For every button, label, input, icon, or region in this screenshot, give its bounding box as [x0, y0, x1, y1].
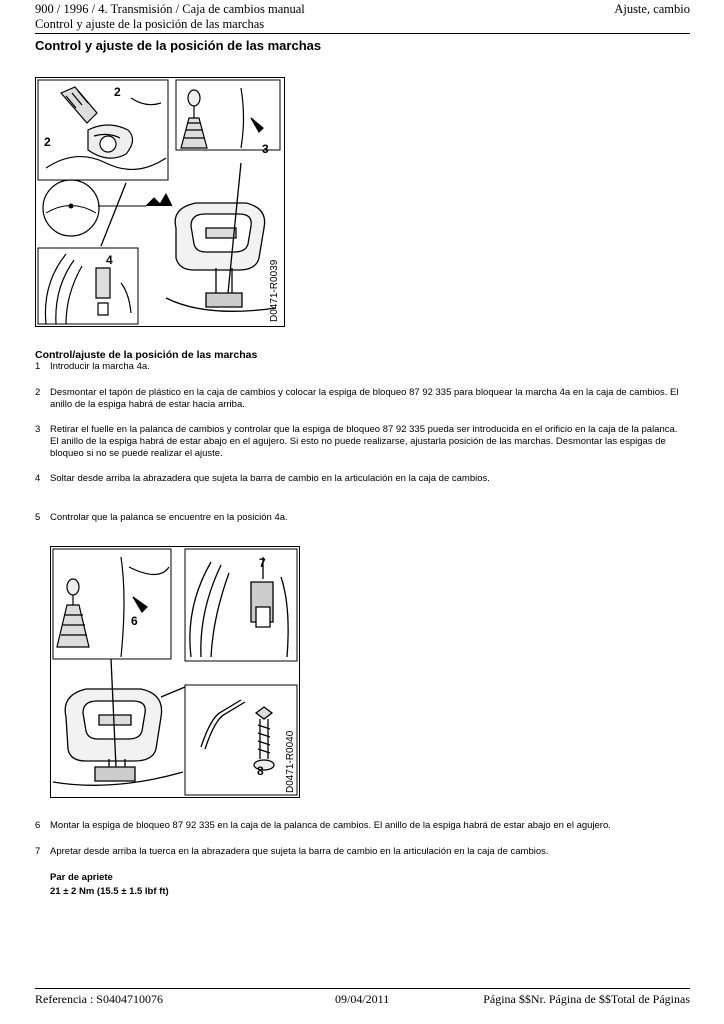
step-text: Apretar desde arriba la tuerca en la abrazadera que sujeta la barra de cambio en la articulación en la caja de cambios.	[50, 846, 549, 857]
step-1	[35, 361, 685, 373]
step-number: 5	[35, 512, 41, 523]
callout-2a: 2	[114, 85, 121, 99]
step-text: Introducir la marcha 4a.	[50, 361, 150, 372]
figure-2-illustration	[51, 547, 299, 797]
header-divider	[35, 33, 690, 34]
step-number: 2	[35, 387, 41, 398]
step-4	[35, 473, 685, 485]
step-number: 1	[35, 361, 41, 372]
footer-reference: Referencia : S0404710076	[35, 992, 163, 1006]
figure-1	[35, 77, 285, 327]
footer-divider	[35, 988, 690, 989]
step-text: Montar la espiga de bloqueo 87 92 335 en la caja de la palanca de cambios. El anillo de la espiga habrá de estar abajo en el agujero.	[50, 820, 611, 831]
figure-2	[50, 546, 300, 798]
step-2	[35, 387, 685, 411]
step-text: Retirar el fuelle en la palanca de cambios y controlar que la espiga de bloqueo 87 92 335 pueda ser introducida en el orificio en la caja de la palanca. El anillo de la espiga habrá de estar abajo en el agujero. Si esto no puede realizarse, ajustarla posición de las marchas. Desmontar las espigas de bloqueo si no se puede realizar el ajuste.	[50, 424, 678, 459]
footer-page: Página $$Nr. Página de $$Total de Páginas	[483, 992, 690, 1006]
callout-8: 8	[257, 764, 264, 778]
inset-locking-pin	[185, 685, 297, 795]
figure-2-code: D0471-R0040	[285, 730, 296, 793]
step-number: 7	[35, 846, 41, 857]
step-text: Soltar desde arriba la abrazadera que sujeta la barra de cambio en la articulación en la caja de cambios.	[50, 473, 490, 484]
step-text: Desmontar el tapón de plástico en la caja de cambios y colocar la espiga de bloqueo 87 92 335 para bloquear la marcha 4a en la caja de cambios. El anillo de la espiga habrá de estar hacia arriba.	[50, 387, 679, 410]
inset-clamp-nut	[185, 549, 297, 661]
header-subtitle: Control y ajuste de la posición de las marchas	[35, 17, 265, 31]
header-category: Ajuste, cambio	[614, 2, 690, 16]
page-title: Control y ajuste de la posición de las marchas	[35, 38, 322, 53]
callout-7: 7	[259, 556, 266, 570]
section-heading: Control/ajuste de la posición de las marchas	[35, 349, 258, 361]
callout-3: 3	[262, 142, 269, 156]
step-7	[35, 846, 685, 858]
breadcrumb: 900 / 1996 / 4. Transmisión / Caja de cambios manual	[35, 2, 305, 16]
callout-4: 4	[106, 253, 113, 267]
step-number: 6	[35, 820, 41, 831]
figure-1-illustration	[36, 78, 284, 326]
callout-6: 6	[131, 614, 138, 628]
step-number: 3	[35, 424, 41, 435]
torque-value: 21 ± 2 Nm (15.5 ± 1.5 lbf ft)	[50, 886, 169, 897]
step-text: Controlar que la palanca se encuentre en la posición 4a.	[50, 512, 288, 523]
callout-2b: 2	[44, 135, 51, 149]
step-number: 4	[35, 473, 41, 484]
figure-1-code: D0471-R0039	[269, 259, 280, 322]
step-5	[35, 512, 685, 524]
page-header	[35, 2, 305, 32]
step-3	[35, 424, 685, 460]
shifter-housing	[53, 659, 185, 785]
torque-label: Par de apriete	[50, 872, 113, 883]
footer-date: 09/04/2011	[335, 992, 390, 1006]
step-6	[35, 820, 685, 832]
